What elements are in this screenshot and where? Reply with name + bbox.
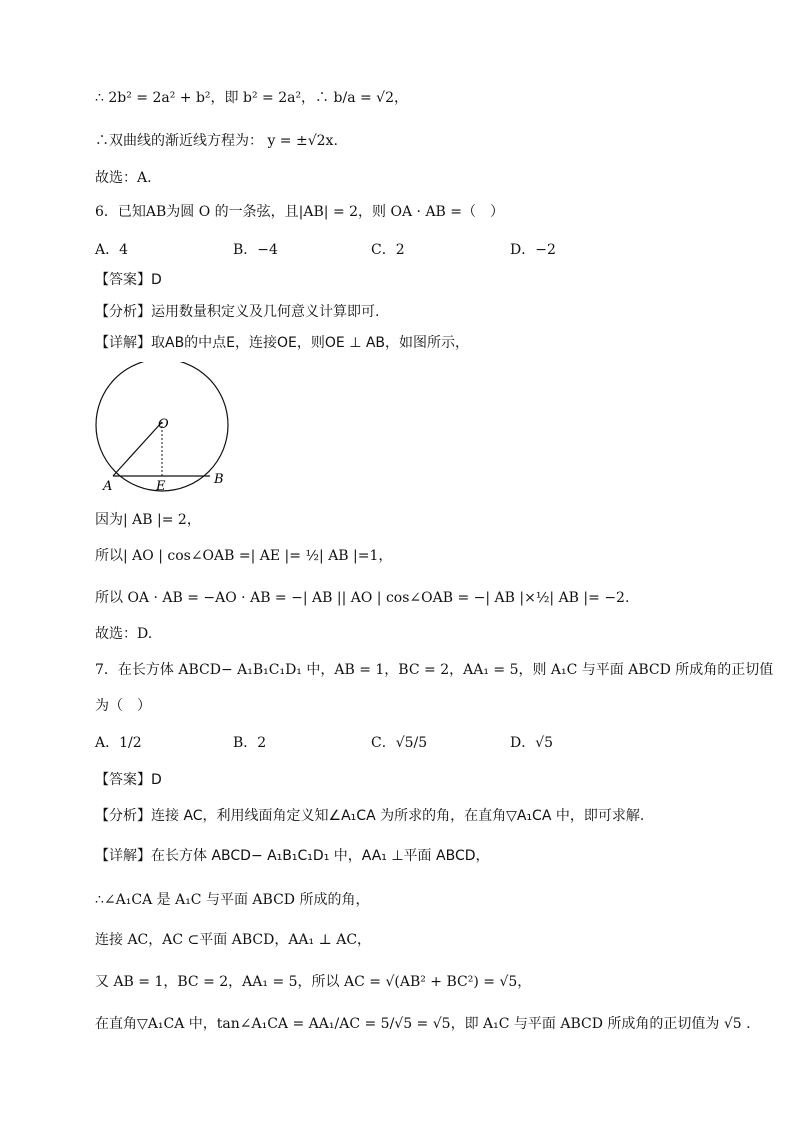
q7-step-2: 连接 AC，AC ⊂平面 ABCD，AA₁ ⊥ AC， [95,932,372,948]
q6-step-1: 因为| AB |= 2， [95,512,201,528]
q6-step-2: 所以| AO | cos∠OAB =| AE |= ½| AB |=1， [95,548,393,564]
label-a: A [103,479,113,494]
q7-option-c: C．√5/5 [371,735,428,751]
q7-step-3: 又 AB = 1，BC = 2，AA₁ = 5，所以 AC = √(AB² + BC²) = √5， [95,974,532,990]
q6-option-b: B．−4 [233,242,278,258]
circle-figure [95,362,245,497]
question-6: 6．已知AB为圆 O 的一条弦，且|AB| = 2，则 OA · AB =（ ） [95,204,505,220]
q6-option-a: A．4 [95,242,129,258]
q6-option-c: C．2 [371,242,405,258]
label-b: B [214,472,224,487]
q7-step-1: ∴∠A₁CA 是 A₁C 与平面 ABCD 所成的角， [95,892,370,908]
q6-analysis: 【分析】运用数量积定义及几何意义计算即可. [95,304,380,320]
label-e: E [156,479,166,494]
q6-step-3: 所以 OA · AB = −AO · AB = −| AB || AO | cos∠OAB = −| AB |×½| AB |= −2. [95,590,630,606]
q7-option-b: B．2 [233,735,267,751]
segment-oa [113,422,162,476]
line-1: ∴ 2b² = 2a² + b²，即 b² = 2a²，∴ b/a = √2， [95,90,408,106]
q7-option-d: D．√5 [510,735,554,751]
q6-detail: 【详解】取AB的中点E，连接OE，则OE ⊥ AB，如图所示， [95,335,470,351]
q7-answer: 【答案】D [95,772,162,788]
line-3: 故选：A. [95,170,152,186]
question-7-line-2: 为（ ） [95,698,151,714]
q7-analysis: 【分析】连接 AC，利用线面角定义知∠A₁CA 为所求的角，在直角▽A₁CA 中，即可求解. [95,808,645,824]
q7-step-4: 在直角▽A₁CA 中，tan∠A₁CA = AA₁/AC = 5/√5 = √5，即 A₁C 与平面 ABCD 所成角的正切值为 √5 . [95,1016,751,1032]
question-7-line-1: 7．在长方体 ABCD− A₁B₁C₁D₁ 中，AB = 1，BC = 2，AA₁ = 5，则 A₁C 与平面 ABCD 所成角的正切值 [95,662,774,678]
q7-detail: 【详解】在长方体 ABCD− A₁B₁C₁D₁ 中，AA₁ ⊥平面 ABCD， [95,848,490,864]
q6-answer: 【答案】D [95,272,162,288]
line-2: ∴双曲线的渐近线方程为： y = ±√2x. [95,133,338,149]
q6-end: 故选：D. [95,626,153,642]
q7-option-a: A．1/2 [95,735,142,751]
q6-option-d: D．−2 [510,242,556,258]
label-o: O [158,417,169,432]
